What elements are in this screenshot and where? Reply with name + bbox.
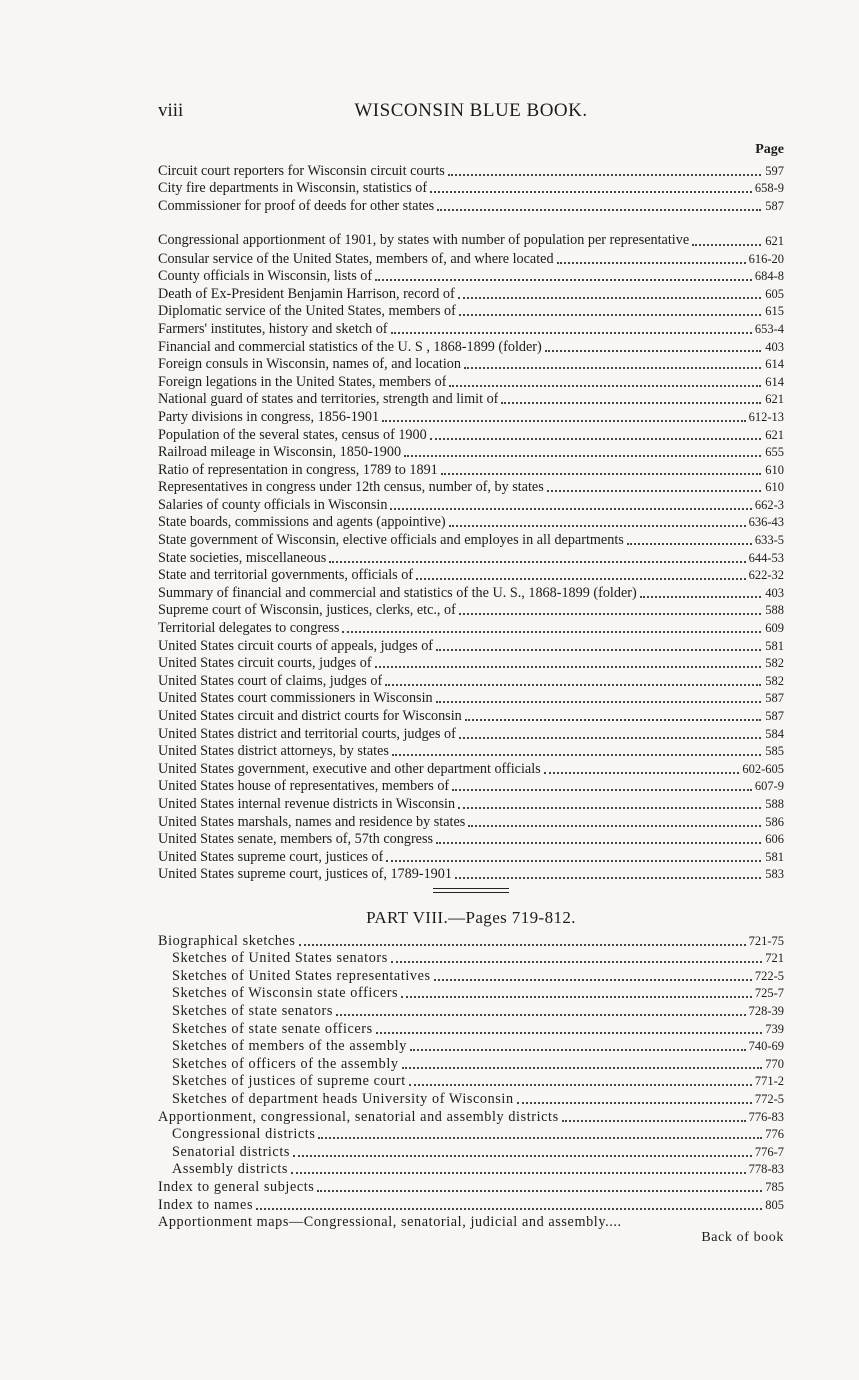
toc-entry (158, 1073, 784, 1091)
entry-page-number: 653-4 (754, 321, 784, 336)
entry-title: Summary of financial and commercial and statistics of the U. S., 1868-1899 (folder) (158, 584, 637, 601)
entry-page-number: 621 (765, 427, 784, 442)
leader-dots (391, 324, 752, 334)
entry-page-number: 587 (765, 709, 784, 723)
entry-page-number: 582 (765, 656, 784, 671)
entry-page-number: 776-83 (748, 1109, 784, 1124)
toc-entry (158, 320, 784, 338)
entry-title: United States government, executive and other department officials (158, 760, 541, 777)
entry-page-number: 587 (765, 198, 784, 213)
section-divider (433, 888, 509, 889)
leader-dots (402, 1059, 763, 1069)
leader-dots (517, 1094, 752, 1104)
entry-title: Supreme court of Wisconsin, justices, clerks, etc., of (158, 602, 456, 619)
leader-dots (416, 570, 746, 580)
toc-entry (158, 743, 784, 761)
entry-title: Farmers' institutes, history and sketch of (158, 320, 388, 337)
toc-entry (158, 1178, 784, 1196)
leader-dots (547, 482, 761, 492)
entry-title: United States district and territorial courts, judges of (158, 725, 456, 742)
leader-dots (391, 953, 762, 963)
entry-title: State boards, commissions and agents (appointive) (158, 514, 446, 531)
leader-dots (317, 1182, 762, 1192)
entry-page-number: 614 (765, 357, 784, 372)
entry-title: Apportionment, congressional, senatorial and assembly districts (158, 1108, 559, 1125)
entry-page-number: 610 (765, 480, 784, 495)
section-divider-lower (433, 892, 509, 893)
entry-page-number: 597 (765, 163, 784, 178)
entry-page-number: 612-13 (748, 409, 784, 424)
entry-title: Financial and commercial statistics of the U. S , 1868-1899 (folder) (158, 338, 542, 355)
entry-page-number: 615 (765, 304, 784, 319)
toc-entry (158, 391, 784, 409)
entry-page-number: 581 (765, 849, 784, 864)
leader-dots (441, 465, 761, 475)
entry-title: United States supreme court, justices of, 1789-1901 (158, 866, 452, 883)
entry-title: Sketches of department heads University of Wisconsin (172, 1090, 514, 1107)
entry-title: United States house of representatives, members of (158, 778, 450, 795)
entry-title: Death of Ex-President Benjamin Harrison, record of (158, 285, 455, 302)
toc-entry (158, 1108, 784, 1126)
leader-dots (329, 553, 745, 563)
entry-page-number: 721 (765, 951, 784, 966)
entry-page-number: 621 (765, 392, 784, 407)
entry-title: Consular service of the United States, members of, and where located (158, 250, 554, 267)
leader-dots (449, 377, 761, 387)
entry-title: Territorial delegates to congress (158, 620, 340, 637)
entry-title: Biographical sketches (158, 932, 296, 949)
toc-entry (158, 602, 784, 620)
leader-dots (256, 1200, 762, 1210)
leader-dots (627, 535, 752, 545)
page-column-label: Page (755, 142, 784, 157)
entry-title: Index to names (158, 1196, 254, 1213)
entry-page-number: 607-9 (754, 779, 784, 794)
leader-dots (452, 781, 752, 791)
entry-title: Assembly districts (172, 1161, 289, 1178)
leader-dots (386, 852, 761, 862)
leader-dots (376, 1024, 762, 1034)
toc-entry (158, 1020, 784, 1038)
toc-list (158, 162, 784, 883)
toc-entry (158, 1038, 784, 1056)
entry-page-number: 584 (765, 726, 784, 741)
toc-entry (158, 1196, 784, 1214)
entry-page-number: 605 (765, 286, 784, 301)
leader-dots (449, 517, 746, 527)
entry-page-number: 621 (765, 233, 784, 248)
leader-dots (318, 1129, 762, 1139)
toc-entry (158, 967, 784, 985)
toc-entry (158, 619, 784, 637)
entry-page-number: 403 (765, 339, 784, 354)
entry-page-number: 586 (765, 814, 784, 829)
entry-title: United States circuit courts, judges of (158, 655, 372, 672)
folio-number: viii (158, 100, 184, 121)
leader-dots (401, 988, 752, 998)
entry-title: City fire departments in Wisconsin, statistics of (158, 180, 428, 197)
entry-title: Sketches of state senators (172, 1002, 333, 1019)
entry-page-number: 588 (765, 603, 784, 618)
toc-entry (158, 1214, 784, 1232)
entry-title: Sketches of justices of supreme court (172, 1073, 406, 1090)
toc-entry (158, 932, 784, 950)
entry-page-number: 805 (765, 1197, 784, 1212)
entry-title: United States court commissioners in Wisconsin (158, 690, 433, 707)
leader-dots (436, 693, 761, 703)
toc-entry (158, 461, 784, 479)
entry-title: Congressional apportionment of 1901, by states with number of population per representative (158, 232, 690, 249)
toc-entry (158, 285, 784, 303)
entry-page-number: 616-20 (748, 251, 784, 266)
entry-title: Ratio of representation in congress, 1789 to 1891 (158, 461, 438, 478)
toc-entry (158, 531, 784, 549)
toc-entry (158, 866, 784, 884)
entry-title: United States circuit courts of appeals, judges of (158, 637, 434, 654)
leader-dots (404, 447, 761, 457)
leader-dots (459, 306, 761, 316)
entry-title: Party divisions in congress, 1856-1901 (158, 408, 380, 425)
entry-page-number: 636-43 (748, 515, 784, 530)
entry-page-number: 778-83 (748, 1162, 784, 1177)
leader-dots (385, 676, 761, 686)
leader-dots (458, 799, 761, 809)
entry-title: Index to general subjects (158, 1178, 315, 1195)
entry-title: State societies, miscellaneous (158, 549, 327, 566)
leader-dots (430, 183, 752, 193)
toc-entry (158, 1126, 784, 1144)
entry-page-number: 583 (765, 867, 784, 882)
entry-title: Sketches of state senate officers (172, 1020, 373, 1037)
entry-title: Railroad mileage in Wisconsin, 1850-1900 (158, 444, 402, 461)
leader-dots (459, 605, 761, 615)
toc-entry (158, 795, 784, 813)
toc-entry (158, 567, 784, 585)
toc-entry (158, 373, 784, 391)
toc-entry (158, 1090, 784, 1108)
leader-dots (501, 394, 761, 404)
entry-title: Sketches of United States representatives (172, 967, 431, 984)
entry-title: Population of the several states, census of 1900 (158, 426, 427, 443)
toc-entry (158, 1055, 784, 1073)
entry-title: Foreign legations in the United States, members of (158, 373, 447, 390)
entry-title: Congressional districts (172, 1126, 316, 1143)
toc-entry (158, 426, 784, 444)
entry-title: United States internal revenue districts in Wisconsin (158, 795, 456, 812)
entry-page-number: 771-2 (754, 1074, 784, 1089)
toc-entry (158, 197, 784, 215)
toc-entry (158, 1143, 784, 1161)
entry-page-number: 622-32 (748, 568, 784, 583)
toc-entry (158, 813, 784, 831)
leader-dots (464, 359, 761, 369)
entry-title: Foreign consuls in Wisconsin, names of, and location (158, 356, 461, 373)
entry-page-number: 722-5 (754, 968, 784, 983)
entry-page-number: 633-5 (754, 533, 784, 548)
leader-dots (375, 271, 752, 281)
toc-entry (158, 250, 784, 268)
entry-page-number: 740-69 (748, 1039, 784, 1054)
entry-page-number: 610 (765, 462, 784, 477)
leader-dots (562, 1112, 746, 1122)
entry-title: United States court of claims, judges of (158, 672, 383, 689)
entry-title: United States senate, members of, 57th congress (158, 831, 434, 848)
entry-page-number: 728-39 (748, 1003, 784, 1018)
entry-title: Senatorial districts (172, 1143, 290, 1160)
leader-dots (430, 430, 761, 440)
leader-dots (336, 1006, 746, 1016)
part-toc-list (158, 932, 784, 1231)
toc-entry (158, 707, 784, 725)
entry-title: United States district attorneys, by states (158, 743, 389, 760)
toc-entry (158, 848, 784, 866)
entry-title: County officials in Wisconsin, lists of (158, 268, 373, 285)
back-of-book-ref: Back of book (701, 1230, 784, 1245)
entry-page-number: 725-7 (754, 986, 784, 1001)
toc-entry (158, 584, 784, 602)
entry-title: Sketches of United States senators (172, 950, 388, 967)
leader-dots (458, 289, 761, 299)
entry-title: United States marshals, names and residence by states (158, 813, 466, 830)
toc-entry (158, 408, 784, 426)
leader-dots (455, 869, 761, 879)
toc-entry (158, 690, 784, 708)
entry-page-number: 776 (765, 1127, 784, 1142)
entry-page-number: 739 (765, 1021, 784, 1036)
toc-entry (158, 831, 784, 849)
toc-entry (158, 950, 784, 968)
entry-page-number: 684-8 (754, 269, 784, 284)
leader-dots (692, 236, 761, 246)
entry-page-number: 403 (765, 585, 784, 600)
toc-entry (158, 655, 784, 673)
entry-title: National guard of states and territories, strength and limit of (158, 391, 499, 408)
entry-title: Commissioner for proof of deeds for other states (158, 197, 435, 214)
toc-entry (158, 162, 784, 180)
leader-dots (299, 936, 746, 946)
leader-dots (468, 817, 761, 827)
leader-dots (437, 201, 761, 211)
entry-page-number: 772-5 (754, 1091, 784, 1106)
toc-entry (158, 760, 784, 778)
leader-dots (436, 834, 761, 844)
entry-page-number: 644-53 (748, 550, 784, 565)
entry-page-number: 606 (765, 832, 784, 847)
toc-entry (158, 338, 784, 356)
toc-entry (158, 1161, 784, 1179)
entry-page-number: 581 (765, 638, 784, 653)
toc-entry (158, 356, 784, 374)
toc-entry (158, 303, 784, 321)
leader-dots (545, 342, 761, 352)
leader-dots (448, 166, 761, 176)
running-title: WISCONSIN BLUE BOOK. (354, 100, 588, 121)
toc-entry (158, 778, 784, 796)
toc-entry (158, 444, 784, 462)
leader-dots (375, 658, 761, 668)
leader-dots (465, 711, 761, 721)
leader-dots (409, 1076, 752, 1086)
entry-title: Apportionment maps—Congressional, senatorial, judicial and assembly.... (158, 1214, 622, 1231)
entry-title: Salaries of county officials in Wisconsin (158, 496, 388, 513)
entry-title: United States circuit and district courts for Wisconsin (158, 708, 462, 724)
leader-dots (436, 641, 761, 651)
entry-title: State government of Wisconsin, elective officials and employes in all departments (158, 532, 624, 549)
leader-dots (434, 971, 752, 981)
leader-dots (293, 1147, 752, 1157)
toc-entry (158, 479, 784, 497)
entry-page-number: 602-605 (742, 761, 784, 776)
entry-page-number: 721-75 (748, 933, 784, 948)
entry-page-number: 582 (765, 673, 784, 688)
leader-dots (410, 1041, 746, 1051)
toc-entry (158, 496, 784, 514)
entry-title: Representatives in congress under 12th census, number of, by states (158, 479, 544, 496)
toc-entry (158, 215, 784, 250)
entry-title: Diplomatic service of the United States, members of (158, 303, 456, 320)
leader-dots (459, 729, 761, 739)
entry-title: Sketches of officers of the assembly (172, 1055, 399, 1072)
leader-dots (342, 623, 761, 633)
entry-page-number: 655 (765, 445, 784, 460)
leader-dots (291, 1164, 746, 1174)
leader-dots (557, 254, 746, 264)
toc-entry (158, 514, 784, 532)
toc-entry (158, 1002, 784, 1020)
toc-entry (158, 549, 784, 567)
page-header (158, 100, 784, 124)
entry-page-number: 658-9 (754, 181, 784, 196)
leader-dots (544, 764, 740, 774)
entry-page-number: 662-3 (754, 497, 784, 512)
toc-entry (158, 985, 784, 1003)
leader-dots (640, 588, 761, 598)
entry-title: Sketches of members of the assembly (172, 1038, 407, 1055)
toc-entry (158, 637, 784, 655)
entry-page-number: 770 (765, 1056, 784, 1071)
entry-title: United States supreme court, justices of (158, 848, 384, 865)
toc-entry (158, 180, 784, 198)
entry-page-number: 585 (765, 744, 784, 759)
entry-title: State and territorial governments, officials of (158, 567, 414, 584)
entry-page-number: 588 (765, 796, 784, 811)
entry-page-number: 614 (765, 374, 784, 389)
entry-page-number: 587 (765, 691, 784, 706)
toc-entry (158, 268, 784, 286)
leader-dots (392, 746, 761, 756)
leader-dots (382, 412, 746, 422)
entry-title: Circuit court reporters for Wisconsin circuit courts (158, 162, 445, 179)
toc-entry (158, 725, 784, 743)
entry-title: Sketches of Wisconsin state officers (172, 985, 399, 1002)
entry-page-number: 776-7 (754, 1144, 784, 1159)
part-heading: PART VIII.—Pages 719-812. (366, 908, 576, 927)
entry-page-number: 609 (765, 621, 784, 636)
entry-page-number: 785 (765, 1179, 784, 1194)
toc-entry (158, 672, 784, 690)
leader-dots (390, 500, 751, 510)
